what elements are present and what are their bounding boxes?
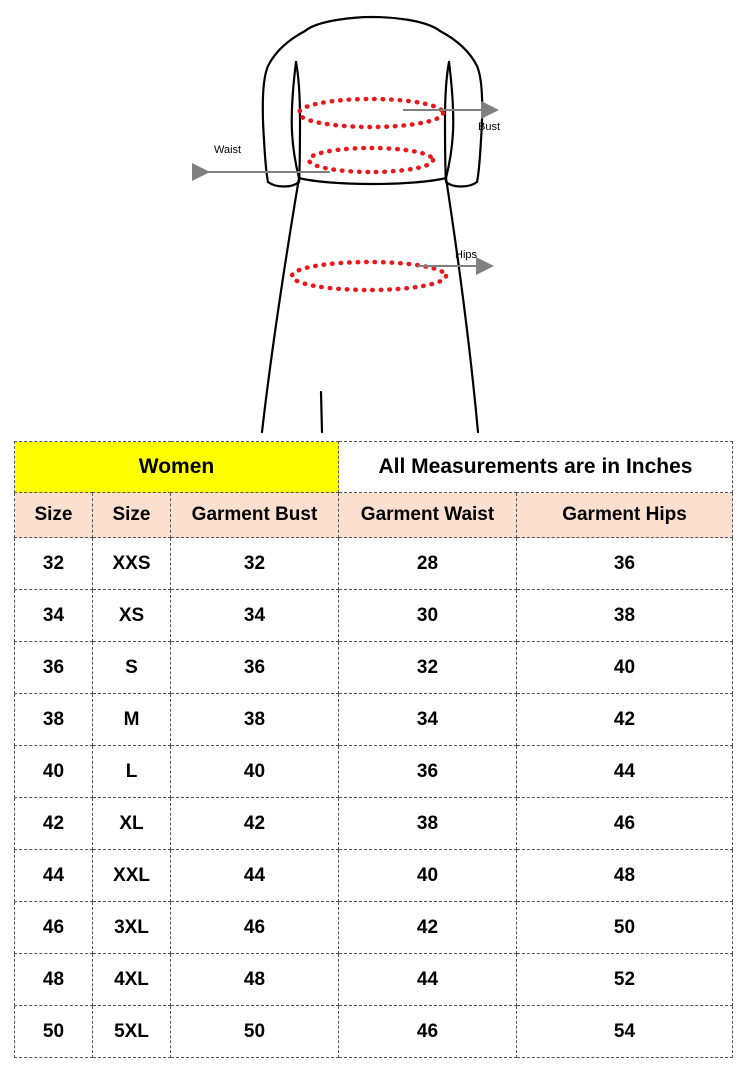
- cell-size-numeric: 44: [15, 850, 93, 902]
- cell-garment-bust: 42: [171, 798, 339, 850]
- cell-garment-hips: 52: [517, 954, 733, 1006]
- cell-garment-bust: 34: [171, 590, 339, 642]
- cell-size-alpha: L: [93, 746, 171, 798]
- cell-garment-hips: 48: [517, 850, 733, 902]
- table-row: [15, 798, 733, 850]
- cell-size-alpha: XXL: [93, 850, 171, 902]
- cell-garment-waist: 42: [339, 902, 517, 954]
- bust-measure-line: [299, 99, 443, 127]
- size-chart-table: [14, 441, 732, 1058]
- cell-size-alpha: XXS: [93, 538, 171, 590]
- cell-size-numeric: 42: [15, 798, 93, 850]
- dress-outline: [262, 17, 482, 432]
- table-row: [15, 954, 733, 1006]
- title-measurements: All Measurements are in Inches: [339, 442, 733, 493]
- cell-garment-hips: 38: [517, 590, 733, 642]
- table-row: [15, 746, 733, 798]
- cell-size-alpha: 3XL: [93, 902, 171, 954]
- cell-garment-bust: 46: [171, 902, 339, 954]
- cell-size-numeric: 46: [15, 902, 93, 954]
- table-row: [15, 694, 733, 746]
- cell-garment-hips: 44: [517, 746, 733, 798]
- table-row: [15, 1006, 733, 1058]
- cell-garment-hips: 42: [517, 694, 733, 746]
- waist-measure-line: [309, 148, 433, 172]
- header-garment-bust: Garment Bust: [171, 493, 339, 538]
- cell-garment-waist: 46: [339, 1006, 517, 1058]
- hips-label: Hips: [455, 249, 478, 261]
- cell-size-numeric: 50: [15, 1006, 93, 1058]
- table-row: [15, 538, 733, 590]
- cell-garment-waist: 30: [339, 590, 517, 642]
- title-women: Women: [15, 442, 339, 493]
- cell-garment-bust: 38: [171, 694, 339, 746]
- cell-size-alpha: M: [93, 694, 171, 746]
- cell-garment-bust: 44: [171, 850, 339, 902]
- cell-size-alpha: XL: [93, 798, 171, 850]
- cell-size-alpha: 4XL: [93, 954, 171, 1006]
- cell-garment-hips: 54: [517, 1006, 733, 1058]
- cell-size-numeric: 38: [15, 694, 93, 746]
- header-size-alpha: Size: [93, 493, 171, 538]
- bust-label: Bust: [478, 121, 501, 133]
- table-row: [15, 850, 733, 902]
- cell-size-numeric: 40: [15, 746, 93, 798]
- cell-garment-waist: 38: [339, 798, 517, 850]
- cell-garment-waist: 34: [339, 694, 517, 746]
- cell-garment-bust: 36: [171, 642, 339, 694]
- cell-garment-waist: 36: [339, 746, 517, 798]
- table-row: [15, 902, 733, 954]
- cell-size-numeric: 48: [15, 954, 93, 1006]
- header-garment-waist: Garment Waist: [339, 493, 517, 538]
- cell-garment-waist: 40: [339, 850, 517, 902]
- cell-garment-bust: 32: [171, 538, 339, 590]
- waist-label: Waist: [214, 144, 242, 156]
- header-size-numeric: Size: [15, 493, 93, 538]
- body-measurement-diagram: [0, 0, 746, 435]
- cell-size-alpha: S: [93, 642, 171, 694]
- table-title-row: [15, 442, 733, 493]
- cell-garment-waist: 32: [339, 642, 517, 694]
- table-row: [15, 642, 733, 694]
- table-row: [15, 590, 733, 642]
- cell-garment-waist: 28: [339, 538, 517, 590]
- cell-size-alpha: XS: [93, 590, 171, 642]
- cell-garment-hips: 50: [517, 902, 733, 954]
- cell-size-numeric: 36: [15, 642, 93, 694]
- female-figure-illustration: [0, 0, 746, 435]
- cell-size-alpha: 5XL: [93, 1006, 171, 1058]
- cell-garment-waist: 44: [339, 954, 517, 1006]
- cell-garment-bust: 40: [171, 746, 339, 798]
- cell-garment-bust: 50: [171, 1006, 339, 1058]
- cell-size-numeric: 32: [15, 538, 93, 590]
- table-header-row: [15, 493, 733, 538]
- header-garment-hips: Garment Hips: [517, 493, 733, 538]
- cell-garment-hips: 36: [517, 538, 733, 590]
- cell-garment-hips: 46: [517, 798, 733, 850]
- cell-size-numeric: 34: [15, 590, 93, 642]
- cell-garment-hips: 40: [517, 642, 733, 694]
- cell-garment-bust: 48: [171, 954, 339, 1006]
